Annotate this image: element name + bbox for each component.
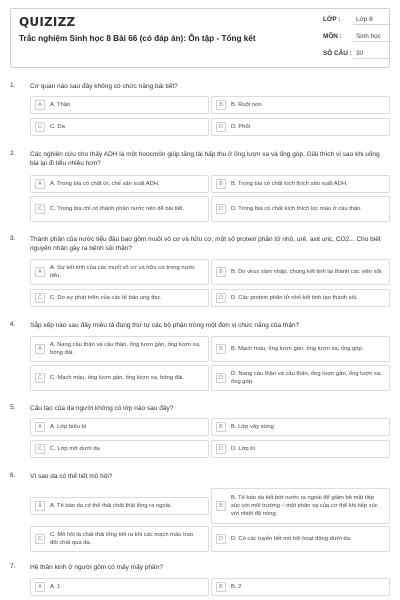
answer-option[interactable] [211,289,390,307]
quiz-header [10,8,390,68]
question-text: Cơ quan nào sau đây không có chức năng bài tiết? [30,83,178,90]
class-underline [353,24,391,25]
question-text: Vì sao da có thể tiết mồ hôi? [30,473,113,480]
answer-option[interactable] [30,578,209,596]
answer-option[interactable] [30,175,209,193]
answer-option[interactable] [30,526,209,552]
option-text: C. Lớp mỡ dưới da [50,446,100,452]
answer-option[interactable] [211,578,390,596]
option-text: C. Mô hôi là chất thải lỏng tiết ra khi các mạch máu trao đổi chất qua da. [50,532,194,546]
answer-option[interactable] [30,259,209,285]
subject-underline [353,41,391,42]
option-letter-badge: A [35,179,45,189]
question-number: 7. [10,563,16,570]
option-letter-badge: A [35,582,45,592]
option-text: D. Nang cầu thận và cầu thận, ống lượn gần, ống lượn xa, ống góp. [231,371,382,385]
option-text: B. Trong bia có chất kích thích sản xuất ADH. [231,181,348,187]
question-text: Các nghiên cứu cho thấy ADH là một hoocmôn giúp tăng tái hấp thu ở ống lượn xa và ống góp. Giải thích vì sao khi uống bia lại đi tiểu nhiều hơn? [30,151,380,167]
option-text: D. Các protein phân tử nhỏ kết tinh tạo thành sỏi. [231,295,358,301]
option-letter-badge: D [216,122,226,132]
question-number: 2. [10,150,16,157]
option-text: B. Mạch máu, ống lượn gần, ống lượn xa, ống góp. [231,346,364,352]
option-text: C. Mạch máu, ống lượn gần, ống lượn xa, bóng đái. [50,375,184,381]
answer-option[interactable] [30,440,209,458]
count-label: SỐ CÂU : [323,50,352,57]
option-letter-badge: C [35,293,45,303]
question-text: Hệ thần kinh ở người gồm có mấy mấy phần? [30,564,163,571]
option-letter-badge: A [35,422,45,432]
option-text: A. Trong bia có chất ức chế sản xuất ADH. [50,181,160,187]
option-letter-badge: A [35,344,45,354]
question-number: 3. [10,235,16,242]
option-text: C. Trong bia chỉ có thành phần nước nên dễ bài tiết. [50,206,185,212]
option-text: A. Tế bào da có thể thải chất thải lỏng ra ngoài. [50,503,172,509]
option-text: C. Da [50,124,65,130]
option-letter-badge: C [35,444,45,454]
subject-value: Sinh học [356,33,381,40]
count-value: 30 [356,50,364,57]
option-text: A. Thận [50,102,71,108]
option-text: B. Lớp vảy sừng [231,424,274,430]
subject-label: MÔN : [323,33,342,40]
option-text: D. Trong bia có chất kích thích lọc máu ở cầu thận. [231,206,363,212]
answer-option[interactable] [211,96,390,114]
answer-option[interactable] [30,96,209,114]
option-text: A. 1 [50,584,61,590]
option-letter-badge: D [216,534,226,544]
option-letter-badge: B [216,501,226,511]
question-text: Thành phần của nước tiểu đầu bao gồm muối vô cơ và hữu cơ, một số protein phân tử nhỏ, urê, axit uric, CO2... Cho biết nguyên nhân gây ra bệnh sỏi thận? [30,236,381,252]
option-letter-badge: B [216,422,226,432]
answer-option[interactable] [211,526,390,552]
option-letter-badge: D [216,444,226,454]
quizizz-logo: QUIZIZZ [19,15,76,29]
answer-option[interactable] [30,196,209,222]
option-letter-badge: A [35,267,45,277]
option-text: B. 2 [231,584,242,590]
class-label: LỚP : [323,16,341,23]
answer-option[interactable] [211,196,390,222]
option-letter-badge: D [216,293,226,303]
answer-option[interactable] [30,418,209,436]
option-letter-badge: C [35,204,45,214]
question-text: Cấu tạo của da người không có lớp nào sau đây? [30,405,174,412]
answer-option[interactable] [30,365,209,391]
option-text: B. Do virus xâm nhập, chúng kết tinh lại thành các viên sỏi. [231,269,383,275]
option-text: A. Sự kết tinh của các muối vô cơ và hữu cơ trong nước tiểu. [50,265,196,279]
option-letter-badge: A [35,100,45,110]
question-number: 1. [10,82,16,89]
option-text: D. Lớp bì [231,446,256,452]
answer-option[interactable] [30,497,209,515]
answer-option[interactable] [211,418,390,436]
answer-option[interactable] [30,118,209,136]
option-letter-badge: C [35,534,45,544]
question-number: 5. [10,404,16,411]
answer-option[interactable] [211,118,390,136]
option-text: B. Ruột non [231,102,262,108]
option-letter-badge: B [216,344,226,354]
option-text: A. Lớp biểu bì [50,424,87,430]
answer-option[interactable] [211,336,390,362]
answer-option[interactable] [211,259,390,285]
option-letter-badge: A [35,501,45,511]
answer-option[interactable] [211,488,390,524]
option-text: D. Có các tuyến tiết mồ hôi hoạt động dưới da. [231,536,352,542]
answer-option[interactable] [30,289,209,307]
question-number: 4. [10,321,16,328]
option-letter-badge: C [35,373,45,383]
answer-option[interactable] [211,175,390,193]
quiz-title: Trắc nghiệm Sinh học 8 Bài 66 (có đáp án): Ôn tập - Tổng kết [19,34,256,43]
option-letter-badge: D [216,204,226,214]
option-letter-badge: B [216,100,226,110]
question-text: Sắp xếp nào sau đây miêu tả đúng thứ tự các bộ phận trong một đơn vị chức năng của thận? [30,322,300,329]
option-letter-badge: B [216,179,226,189]
question-number: 6. [10,472,16,479]
answer-option[interactable] [211,440,390,458]
option-letter-badge: D [216,373,226,383]
answer-option[interactable] [211,365,390,391]
option-text: C. Do sự phát triển của các tế bào ung thư. [50,295,162,301]
count-underline [353,58,391,59]
answer-option[interactable] [30,336,209,362]
option-letter-badge: B [216,582,226,592]
option-letter-badge: B [216,267,226,277]
option-letter-badge: C [35,122,45,132]
option-text: D. Phổi [231,124,251,130]
class-value: Lớp 8 [356,16,373,23]
option-text: B. Tế bào da tiết bớt nước ra ngoài để giảm bề mặt tiếp xúc với môi trường – một phản xạ của cơ thể khi tiếp xúc với nhiệt độ nóng. [231,495,378,517]
option-text: A. Nang cầu thận và cầu thận, ống lượn gần, ống lượn xa, bóng đái. [50,342,201,356]
